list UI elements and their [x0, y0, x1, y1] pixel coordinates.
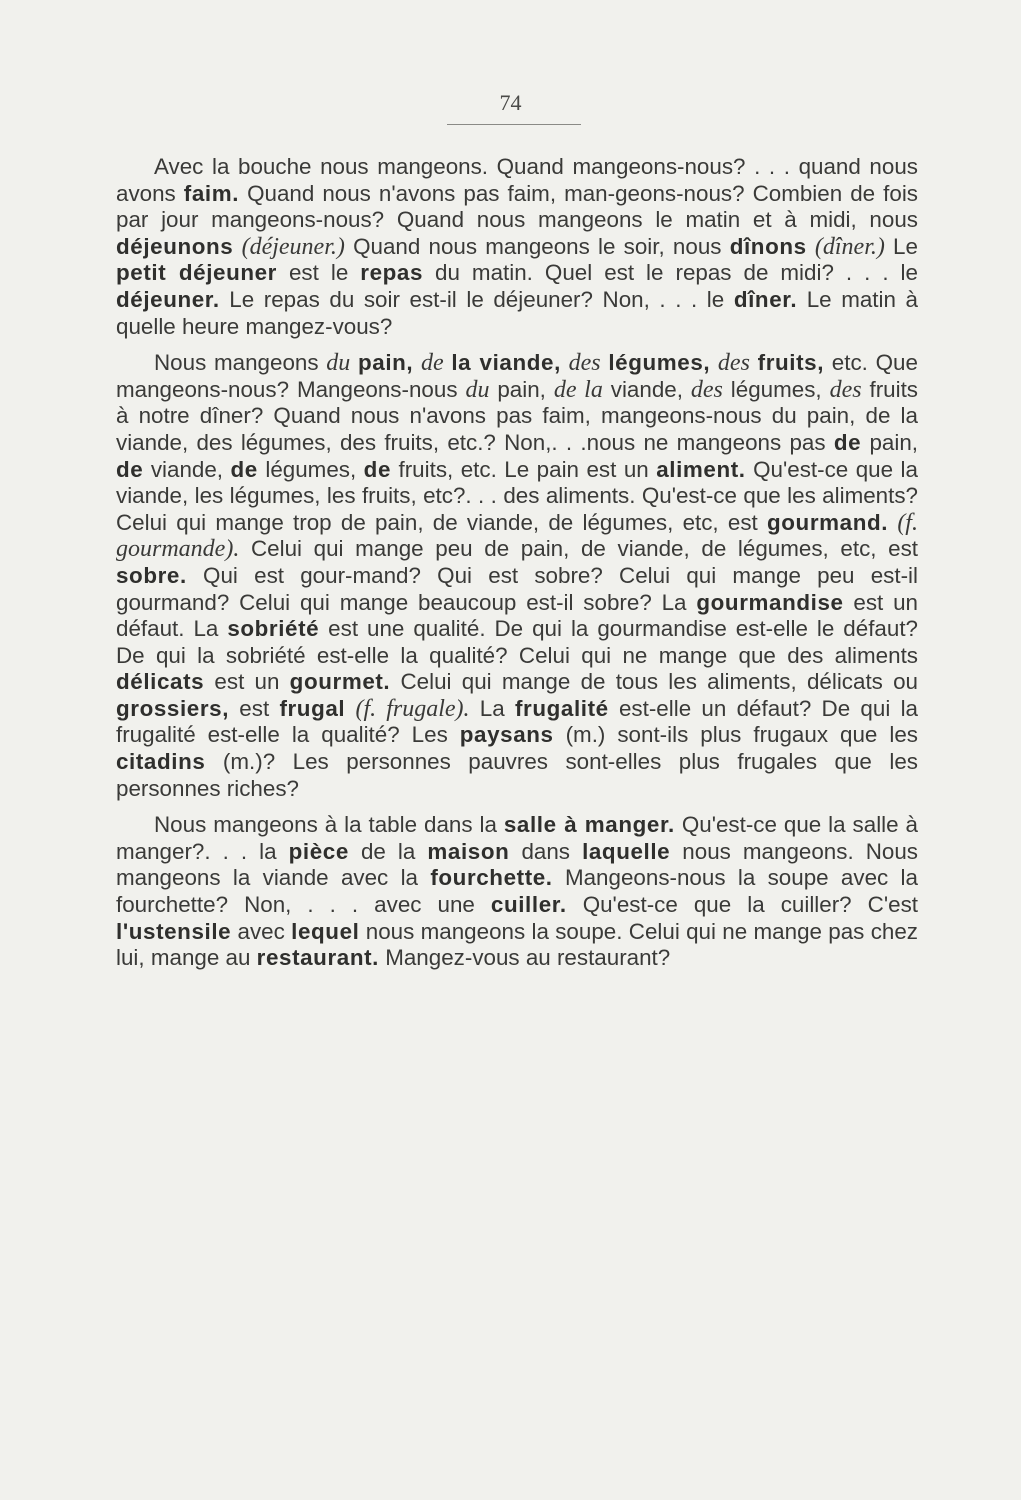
- text-run: La: [469, 695, 515, 721]
- text-run: Quand nous n'avons pas faim, man-geons-nous? Combien de fois par jour mangeons-nous? Quand nous mangeons le matin et à midi, nous: [116, 180, 918, 233]
- text-run: Le: [884, 233, 918, 259]
- text-run: avec: [231, 918, 292, 944]
- bold-term: sobre.: [116, 562, 187, 588]
- text-run: pain,: [489, 376, 554, 402]
- text-run: est un défaut. La: [116, 589, 918, 642]
- italic-note: des: [829, 376, 862, 403]
- bold-term: la viande,: [451, 350, 561, 376]
- text-run: légumes,: [257, 456, 364, 482]
- text-run: fruits à notre dîner? Quand nous n'avons pas faim, mangeons-nous du pain, de la viande, des légumes, des fruits, etc.? Non,. . .nous ne mangeons pas: [116, 376, 918, 455]
- text-run: Le matin à quelle heure mangez-vous?: [116, 286, 918, 339]
- paragraph-dining-room: [116, 812, 918, 972]
- bold-term: de: [833, 429, 862, 455]
- bold-term: paysans: [459, 722, 554, 748]
- text-run: Avec la bouche nous mangeons. Quand mangeons-nous? . . . quand nous avons: [116, 154, 918, 206]
- text-run: Qu'est-ce que la salle à manger?. . . la: [116, 812, 918, 864]
- text-run: [750, 350, 758, 375]
- italic-note: (dîner.): [814, 233, 885, 260]
- text-run: Mangeons-nous la soupe avec la fourchette? Non, . . . avec une: [116, 865, 918, 918]
- text-run: est le: [276, 260, 361, 286]
- bold-term: restaurant.: [256, 945, 379, 971]
- text-run: Celui qui mange peu de pain, de viande, de légumes, etc, est: [239, 536, 918, 562]
- bold-term: laquelle: [582, 838, 671, 864]
- text-run: [233, 234, 241, 259]
- bold-term: cuiller.: [490, 892, 567, 918]
- bold-term: maison: [427, 838, 510, 864]
- bold-term: de: [116, 456, 144, 482]
- bold-term: citadins: [116, 749, 206, 775]
- text-run: Mangez-vous au restaurant?: [378, 945, 671, 971]
- text-run: [807, 234, 815, 259]
- italic-note: du: [326, 350, 351, 377]
- bold-term: lequel: [291, 918, 360, 944]
- bold-term: petit déjeuner: [116, 260, 277, 286]
- bold-term: fourchette.: [430, 865, 553, 891]
- text-run: du matin. Quel est le repas de midi? . . . le: [423, 260, 918, 286]
- bold-term: grossiers,: [116, 695, 230, 721]
- bold-term: déjeuner.: [116, 286, 220, 312]
- text-run: Qu'est-ce que la cuiller? C'est: [566, 892, 918, 918]
- italic-note: des: [690, 376, 723, 403]
- text-run: viande,: [602, 376, 691, 402]
- text-run: est un: [204, 669, 290, 695]
- text-run: Quand nous mangeons le soir, nous: [344, 233, 730, 259]
- text-run: nous mangeons la soupe. Celui qui ne mange pas chez lui, mange au: [116, 918, 918, 971]
- text-run: [345, 696, 355, 721]
- text-run: [350, 350, 358, 375]
- bold-term: pièce: [288, 838, 349, 864]
- bold-term: fruits,: [757, 350, 825, 376]
- bold-term: sobriété: [227, 616, 320, 642]
- bold-term: faim.: [183, 180, 240, 206]
- text-run: (m.)? Les personnes pauvres sont-elles plus frugales que les personnes riches?: [116, 749, 918, 801]
- text-run: (m.) sont-ils plus frugaux que les: [553, 722, 918, 748]
- text-run: est: [229, 695, 280, 721]
- paragraph-meals: [116, 154, 918, 340]
- text-run: etc. Que mangeons-nous? Mangeons-nous: [116, 350, 918, 402]
- text-run: [888, 510, 897, 535]
- text-run: pain,: [861, 429, 918, 455]
- text-run: Qui est gour-mand? Qui est sobre? Celui qui mange peu est-il gourmand? Celui qui mange beaucoup est-il sobre? La: [116, 562, 918, 615]
- text-run: légumes,: [722, 376, 830, 402]
- text-run: Qu'est-ce que la viande, les légumes, les fruits, etc?. . . des aliments. Qu'est-ce que les aliments? Celui qui mange trop de pain, de viande, de légumes, etc, est: [116, 456, 918, 535]
- text-run: de la: [348, 838, 428, 864]
- text-run: fruits, etc. Le pain est un: [391, 456, 657, 482]
- text-run: nous mangeons. Nous mangeons la viande avec la: [116, 838, 918, 891]
- text-run: dans: [509, 838, 583, 864]
- bold-term: de: [230, 456, 258, 482]
- italic-note: de: [420, 350, 444, 377]
- italic-note: (f. frugale).: [355, 695, 470, 722]
- italic-note: (déjeuner.): [241, 233, 345, 260]
- bold-term: repas: [360, 260, 424, 286]
- body-text: [116, 154, 918, 972]
- italic-note: du: [465, 376, 490, 403]
- text-run: est-elle un défaut? De qui la frugalité est-elle la qualité? Les: [116, 695, 918, 748]
- italic-note: des: [568, 350, 601, 377]
- text-run: Nous mangeons à la table dans la: [154, 812, 504, 838]
- text-run: est une qualité. De qui la gourmandise est-elle le défaut? De qui la sobriété est-elle la qualité? Celui qui ne mange que des aliments: [116, 616, 918, 668]
- bold-term: salle à manger.: [503, 812, 675, 838]
- text-run: [710, 350, 718, 375]
- bold-term: aliment.: [656, 456, 746, 482]
- bold-term: frugal: [279, 695, 346, 721]
- bold-term: de: [363, 456, 392, 482]
- text-run: Le repas du soir est-il le déjeuner? Non, . . . le: [219, 286, 734, 312]
- text-run: Celui qui mange de tous les aliments, délicats ou: [390, 669, 919, 695]
- bold-term: gourmand.: [766, 509, 889, 535]
- bold-term: légumes,: [608, 350, 711, 376]
- italic-note: de la: [553, 376, 603, 403]
- bold-term: l'ustensile: [116, 918, 232, 944]
- bold-term: déjeunons: [116, 233, 234, 259]
- text-run: [413, 350, 421, 375]
- bold-term: gourmandise: [696, 589, 844, 615]
- text-run: viande,: [143, 456, 231, 482]
- bold-term: délicats: [116, 669, 205, 695]
- text-run: [561, 350, 569, 375]
- italic-note: (f. gourmande).: [116, 509, 918, 563]
- italic-note: des: [717, 350, 750, 377]
- bold-term: dîner.: [733, 286, 798, 312]
- bold-term: dînons: [729, 233, 807, 259]
- bold-term: frugalité: [514, 695, 609, 721]
- header-rule: [447, 124, 581, 125]
- paragraph-foods: [116, 350, 918, 802]
- bold-term: pain,: [358, 350, 414, 376]
- page-number: 74: [499, 90, 522, 115]
- bold-term: gourmet.: [289, 669, 391, 695]
- text-run: Nous mangeons: [154, 350, 327, 376]
